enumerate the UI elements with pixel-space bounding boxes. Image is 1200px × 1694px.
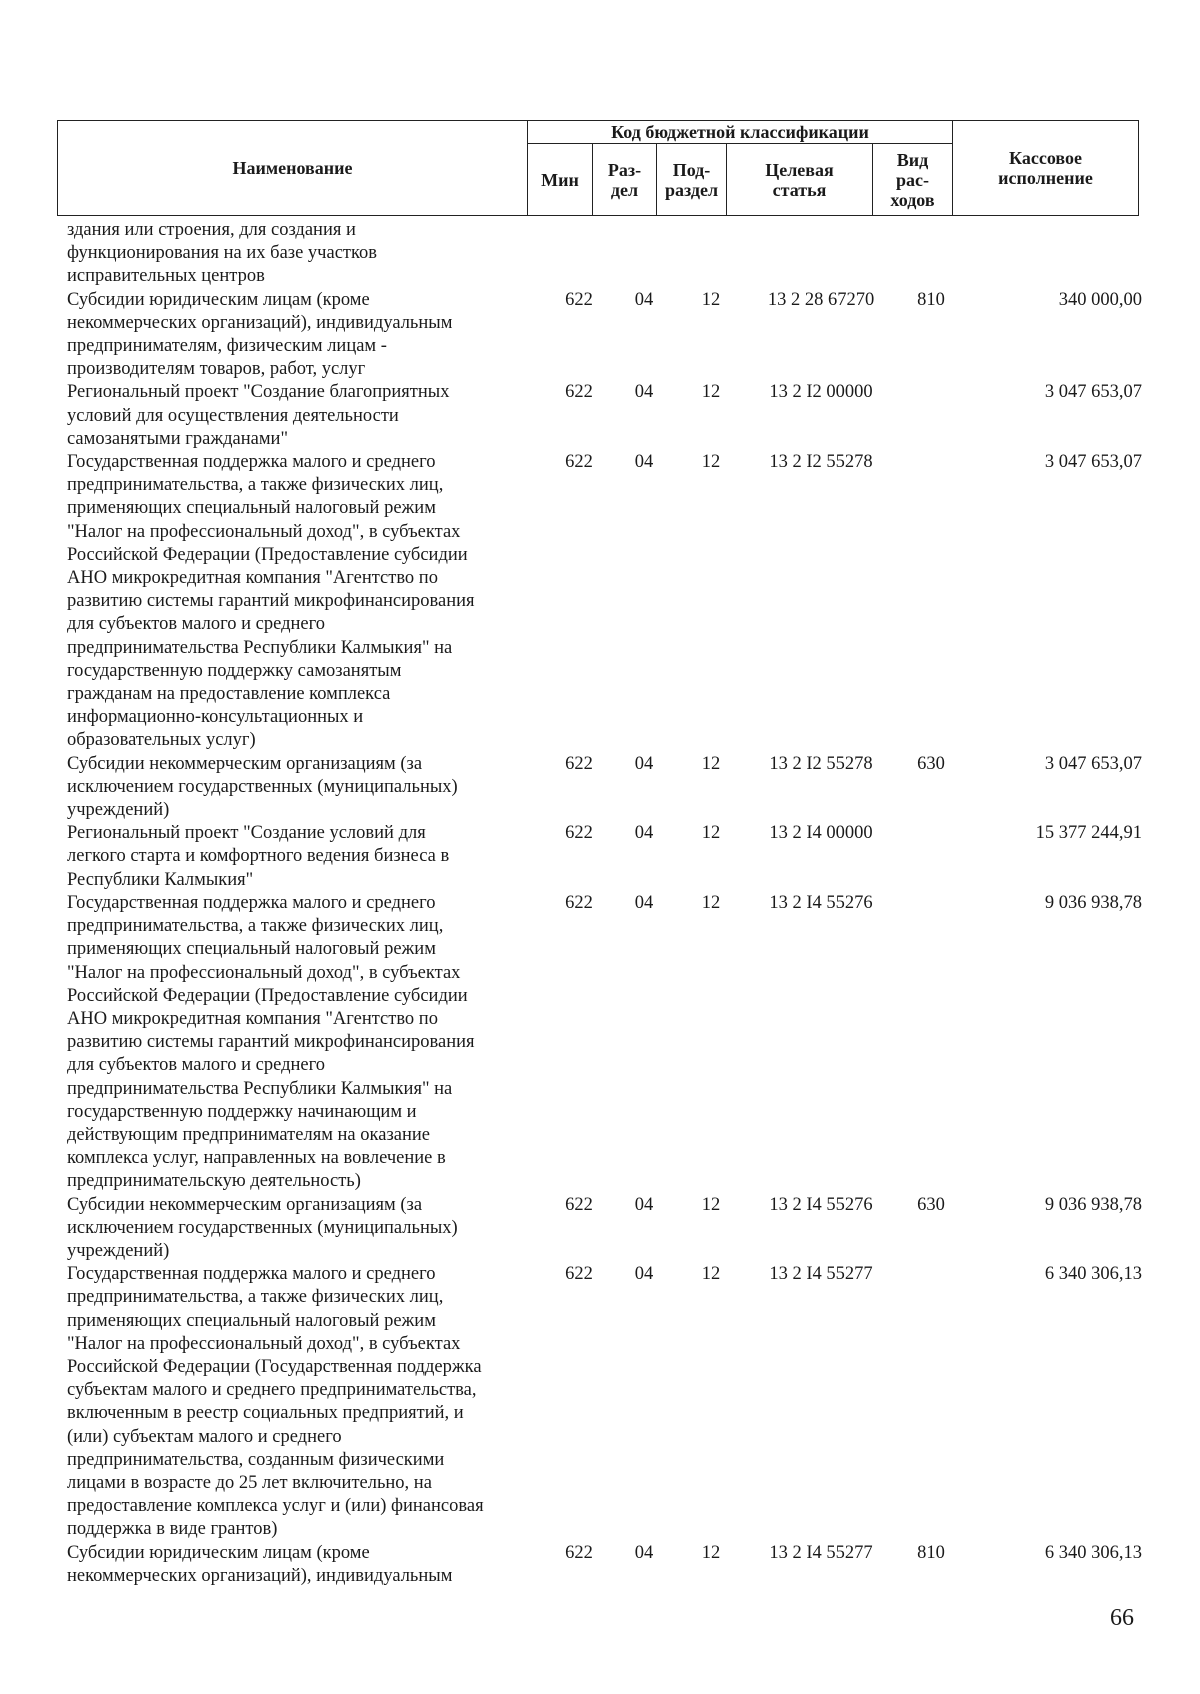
- row-name-line: Субсидии некоммерческим организациям (за: [67, 1194, 423, 1215]
- row-min: 622: [565, 1194, 593, 1215]
- table-body: [67, 219, 1142, 1588]
- row-vid: 630: [917, 753, 945, 774]
- row-name-line: Региональный проект "Создание благоприятных: [67, 382, 450, 403]
- row-kass: 6 340 306,13: [1044, 1264, 1142, 1285]
- row-cel: 13 2 I4 55276: [769, 892, 873, 913]
- row-name-line: применяющих специальный налоговый режим: [67, 939, 436, 960]
- row-name-line: предпринимательства, а также физических лиц,: [67, 1287, 444, 1308]
- row-min: 622: [565, 452, 593, 473]
- row-razd: 04: [634, 1542, 654, 1563]
- row-name-line: предпринимательскую деятельность): [67, 1171, 361, 1192]
- header-name: Наименование: [58, 121, 528, 216]
- page-number: 66: [1110, 1605, 1134, 1631]
- row-cel: 13 2 I4 55276: [769, 1194, 873, 1215]
- row-kass: 3 047 653,07: [1044, 382, 1142, 403]
- row-name-line: предпринимательства Республики Калмыкия" на: [67, 1078, 453, 1099]
- row-name-line: развитию системы гарантий микрофинансирования: [67, 591, 475, 612]
- row-name-line: исправительных центров: [67, 266, 265, 287]
- header-expense-type-line1: Вид: [896, 149, 929, 170]
- table-row: [67, 219, 1142, 289]
- table-row: [67, 753, 1142, 823]
- row-name-line: предпринимательства, а также физических лиц,: [67, 475, 444, 496]
- row-name: [67, 381, 537, 451]
- row-cel: 13 2 I2 00000: [769, 382, 873, 403]
- header-expense-type-line3: ходов: [890, 189, 935, 210]
- row-min: 622: [565, 289, 593, 310]
- row-razd: 04: [634, 753, 654, 774]
- row-cel: 13 2 I4 55277: [769, 1264, 873, 1285]
- row-name-line: применяющих специальный налоговый режим: [67, 498, 436, 519]
- header-expense-type-line2: рас-: [896, 169, 929, 190]
- row-name-line: Российской Федерации (Предоставление субсидии: [67, 985, 468, 1006]
- table-row: [67, 892, 1142, 1194]
- header-min: Мин: [528, 144, 593, 216]
- row-name: [67, 1263, 537, 1541]
- row-kass: 340 000,00: [1058, 289, 1142, 310]
- row-podr: 12: [701, 823, 721, 844]
- row-name-line: предпринимательства, а также физических лиц,: [67, 916, 444, 937]
- row-razd: 04: [634, 892, 654, 913]
- row-name-line: развитию системы гарантий микрофинансирования: [67, 1032, 475, 1053]
- header-cash-execution-line2: исполнение: [998, 168, 1093, 188]
- header-target-article-line2: статья: [772, 179, 827, 200]
- row-name-line: исключением государственных (муниципальных): [67, 776, 458, 797]
- row-vid: 630: [917, 1194, 945, 1215]
- row-name-line: исключением государственных (муниципальных): [67, 1217, 458, 1238]
- row-podr: 12: [701, 452, 721, 473]
- row-razd: 04: [634, 823, 654, 844]
- row-vid: 810: [917, 289, 945, 310]
- row-name-line: предоставление комплекса услуг и (или) финансовая: [67, 1496, 484, 1517]
- row-name-line: Субсидии юридическим лицам (кроме: [67, 1542, 370, 1563]
- header-podrazdel-line2: раздел: [664, 179, 719, 200]
- row-min: 622: [565, 382, 593, 403]
- row-name-line: Субсидии некоммерческим организациям (за: [67, 753, 423, 774]
- header-razdel-line2: дел: [610, 179, 639, 200]
- header-cash-execution-line1: Кассовое: [1009, 148, 1082, 168]
- row-razd: 04: [634, 382, 654, 403]
- row-name-line: для субъектов малого и среднего: [67, 1055, 325, 1076]
- row-name-line: учреждений): [67, 1240, 170, 1261]
- row-min: 622: [565, 823, 593, 844]
- row-name-line: информационно-консультационных и: [67, 707, 364, 728]
- row-name-line: "Налог на профессиональный доход", в субъектах: [67, 1333, 461, 1354]
- row-vid: 810: [917, 1542, 945, 1563]
- row-name-line: АНО микрокредитная компания "Агентство по: [67, 568, 438, 589]
- table-row: [67, 1194, 1142, 1264]
- table-row: [67, 822, 1142, 892]
- row-name-line: производителям товаров, работ, услуг: [67, 359, 366, 380]
- row-name: [67, 1194, 537, 1264]
- row-podr: 12: [701, 753, 721, 774]
- row-name-line: лицами в возрасте до 25 лет включительно, на: [67, 1472, 432, 1493]
- row-kass: 3 047 653,07: [1044, 753, 1142, 774]
- row-name-line: действующим предпринимателям на оказание: [67, 1124, 430, 1145]
- row-name-line: АНО микрокредитная компания "Агентство по: [67, 1008, 438, 1029]
- row-name-line: здания или строения, для создания и: [67, 220, 356, 240]
- row-name-line: условий для осуществления деятельности: [67, 405, 399, 426]
- row-name-line: предпринимателям, физическим лицам -: [67, 336, 387, 357]
- row-razd: 04: [634, 1194, 654, 1215]
- table-row: [67, 451, 1142, 753]
- row-name-line: гражданам на предоставление комплекса: [67, 684, 391, 705]
- row-min: 622: [565, 753, 593, 774]
- row-razd: 04: [634, 1264, 654, 1285]
- row-razd: 04: [634, 452, 654, 473]
- header-razdel: [593, 144, 657, 216]
- table-header: [57, 120, 1139, 216]
- row-name: [67, 1542, 537, 1588]
- row-name-line: для субъектов малого и среднего: [67, 614, 325, 635]
- table-row: [67, 1542, 1142, 1588]
- row-name-line: функционирования на их базе участков: [67, 243, 378, 264]
- row-name-line: Республики Калмыкия": [67, 869, 254, 890]
- row-min: 622: [565, 1264, 593, 1285]
- row-name-line: Государственная поддержка малого и среднего: [67, 452, 436, 473]
- row-name-line: предпринимательства, созданным физическими: [67, 1449, 445, 1470]
- row-name-line: государственную поддержку начинающим и: [67, 1101, 417, 1122]
- row-name-line: включенным в реестр социальных предприятий, и: [67, 1403, 464, 1424]
- header-cash-execution: [953, 121, 1139, 216]
- table-row: [67, 1263, 1142, 1541]
- row-name-line: Российской Федерации (Предоставление субсидии: [67, 544, 468, 565]
- row-name-line: Государственная поддержка малого и среднего: [67, 892, 436, 913]
- row-name: [67, 219, 537, 289]
- row-name-line: Государственная поддержка малого и среднего: [67, 1264, 436, 1285]
- header-target-article: [727, 144, 873, 216]
- row-podr: 12: [701, 892, 721, 913]
- row-kass: 3 047 653,07: [1044, 452, 1142, 473]
- row-kass: 9 036 938,78: [1044, 1194, 1142, 1215]
- row-kass: 9 036 938,78: [1044, 892, 1142, 913]
- row-cel: 13 2 28 67270: [767, 289, 875, 310]
- row-cel: 13 2 I4 55277: [769, 1542, 873, 1563]
- row-min: 622: [565, 892, 593, 913]
- row-name: [67, 892, 537, 1194]
- table-row: [67, 289, 1142, 382]
- header-target-article-line1: Целевая: [765, 159, 834, 180]
- row-min: 622: [565, 1542, 593, 1563]
- row-podr: 12: [701, 382, 721, 403]
- row-cel: 13 2 I4 00000: [769, 823, 873, 844]
- row-podr: 12: [701, 1264, 721, 1285]
- row-name-line: предпринимательства Республики Калмыкия" на: [67, 637, 453, 658]
- row-name-line: Региональный проект "Создание условий для: [67, 823, 426, 844]
- row-name-line: учреждений): [67, 800, 170, 821]
- row-name-line: некоммерческих организаций), индивидуальным: [67, 312, 453, 333]
- row-name-line: субъектам малого и среднего предпринимательства,: [67, 1380, 477, 1401]
- row-podr: 12: [701, 1542, 721, 1563]
- row-name-line: (или) субъектам малого и среднего: [67, 1426, 342, 1447]
- row-name: [67, 822, 537, 892]
- row-name-line: Субсидии юридическим лицам (кроме: [67, 289, 370, 310]
- row-razd: 04: [634, 289, 654, 310]
- table-row: [67, 381, 1142, 451]
- row-podr: 12: [701, 289, 721, 310]
- row-name-line: поддержка в виде грантов): [67, 1519, 278, 1540]
- row-name-line: применяющих специальный налоговый режим: [67, 1310, 436, 1331]
- row-name-line: "Налог на профессиональный доход", в субъектах: [67, 521, 461, 542]
- row-name-line: "Налог на профессиональный доход", в субъектах: [67, 962, 461, 983]
- row-name-line: комплекса услуг, направленных на вовлечение в: [67, 1148, 446, 1169]
- header-razdel-line1: Раз-: [607, 159, 642, 180]
- row-name: [67, 451, 537, 753]
- header-podrazdel: [657, 144, 727, 216]
- header-expense-type: [873, 144, 953, 216]
- row-name-line: легкого старта и комфортного ведения бизнеса в: [67, 846, 450, 867]
- row-name: [67, 289, 537, 382]
- row-name-line: Российской Федерации (Государственная поддержка: [67, 1356, 482, 1377]
- row-kass: 6 340 306,13: [1044, 1542, 1142, 1563]
- row-kass: 15 377 244,91: [1035, 823, 1142, 844]
- header-budget-code-group: Код бюджетной классификации: [528, 121, 953, 144]
- row-name: [67, 753, 537, 823]
- row-name-line: образовательных услуг): [67, 730, 256, 751]
- row-cel: 13 2 I2 55278: [769, 452, 873, 473]
- header-podrazdel-line1: Под-: [672, 159, 711, 180]
- row-name-line: самозанятыми гражданами": [67, 428, 289, 449]
- row-name-line: некоммерческих организаций), индивидуальным: [67, 1565, 453, 1586]
- row-name-line: государственную поддержку самозанятым: [67, 660, 402, 681]
- row-podr: 12: [701, 1194, 721, 1215]
- row-cel: 13 2 I2 55278: [769, 753, 873, 774]
